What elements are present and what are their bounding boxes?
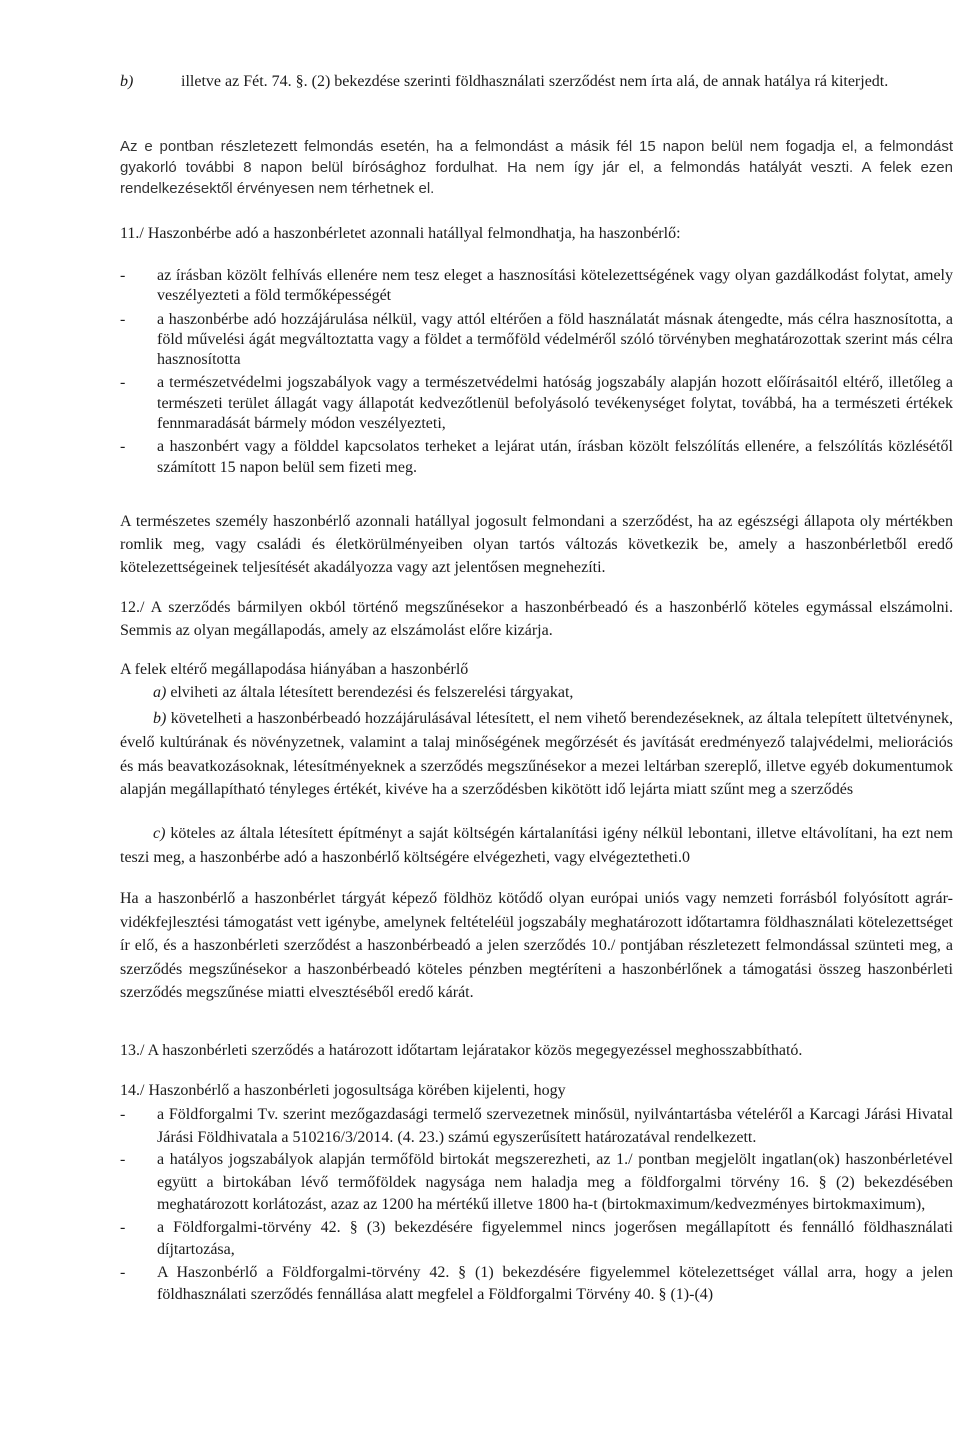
section-12-item-b <box>120 707 953 802</box>
list-item-text: a Földforgalmi-törvény 42. § (3) bekezdésére figyelemmel nincs jogerősen megállapított és fennálló földhasználati díjtartozása, <box>157 1218 953 1258</box>
list-dash: - <box>120 310 126 328</box>
unios-tamogatas-paragraph: Ha a haszonbérlő a haszonbérlet tárgyát képező földhöz kötődő olyan európai uniós vagy nemzeti forrásból folyósított agrár-vidékfejlesztési támogatást vett igénybe, amelynek feltételéül jogszabály meghatározott időtartamra földhasználati kötelezettséget ír elő, és a haszonbérleti szerződést a haszonbérbeadó a jelen szerződés 10./ pontjában részletezett felmondással szünteti meg, a szerződés megszűnésekor a haszonbérbeadó köteles pénzben megtéríteni a haszonbérlőnek a támogatási összeg haszonbérleti szerződés megszűnése miatti elvesztéséből eredő kárát. <box>120 890 953 1001</box>
list-dash: - <box>120 1218 126 1236</box>
list-item <box>120 1149 953 1217</box>
list-dash: - <box>120 267 126 284</box>
section-12-text: 12./ A szerződés bármilyen okból történő megszűnésekor a haszonbérbeadó és a haszonbérlő köteles egymással elszámolni. Semmis az olyan megállapodás, amely az elszámolást előre kizárja. <box>120 599 953 639</box>
item-b-label: b) <box>120 73 134 90</box>
section-12-intro: A felek eltérő megállapodása hiányában a haszonbérlő <box>120 661 469 678</box>
section-12-item-c <box>120 822 953 869</box>
section-12-item-a <box>120 683 953 704</box>
felmondas-paragraph: Az e pontban részletezett felmondás esetén, ha a felmondást a másik fél 15 napon belül nem fogadja el, a felmondást gyakorló további 8 napon belül bírósághoz fordulhat. Ha nem így jár el, a felmondás hatályát veszti. A felek ezen rendelkezésektől érvényesen nem térhetnek el. <box>120 138 953 197</box>
list-dash: - <box>120 1106 126 1123</box>
list-dash: - <box>120 1151 126 1168</box>
item-b-sub-text: követelheti a haszonbérbeadó hozzájárulásával létesített, el nem vihető berendezéseknek, az általa telepített ültetvénynek, évelő kultúrának és növényzetnek, valamint a talaj minőségének megőrzését és javítását eredményező talajvédelmi, meliorációs és más beavatkozásoknak, létesítményeknek a szerződés megszűnésekor a mezei leltárban szereplő, illetve egyéb dokumentumok alapján megállapítható tényleges értékét, kivéve ha a szerződésben kikötött idő lejárta miatt szűnt meg a szerződés <box>120 710 953 799</box>
section-14-list <box>120 1104 953 1307</box>
list-item-text: a hatályos jogszabályok alapján termőföld birtokát megszerezheti, az 1./ pontban megjelölt ingatlan(ok) haszonbérletével együtt a birtokában lévő termőföldek nagysága nem haladja meg a földforgalmi törvény 16. § (2) bekezdésében meghatározott korlátozást, azaz az 1200 ha mértékű illetve 1800 ha-t (birtokmaximum/kedvezményes birtokmaximum), <box>157 1151 953 1213</box>
section-13-text: 13./ A haszonbérleti szerződés a határozott időtartam lejáratakor közös megegyezéssel meghosszabbítható. <box>120 1042 803 1059</box>
list-item <box>120 1262 953 1307</box>
list-item-text: a haszonbérbe adó hozzájárulása nélkül, vagy attól eltérően a föld használatát másnak átengedte, más célra hasznosította, a föld művelési ágát megváltoztatta vagy a földet a termőföld védelméről szóló törvényben meghatározottak szerint más célra hasznosította <box>157 310 953 369</box>
list-dash: - <box>120 374 126 392</box>
item-a-label: a) <box>153 684 167 701</box>
section-11-title: 11./ Haszonbérbe adó a haszonbérletet azonnali hatállyal felmondhatja, ha haszonbérlő: <box>120 225 681 242</box>
item-c-text: köteles az általa létesített építményt a saját költségén kártalanítási igény nélkül lebontani, illetve eltávolítani, ha ezt nem teszi meg, a haszonbérbe adó a haszonbérlő költségére elvégezheti, vagy elvégeztetheti.0 <box>120 825 954 866</box>
termeszetes-szemely-paragraph: A természetes személy haszonbérlő azonnali hatállyal jogosult felmondani a szerződést, ha az egészségi állapota oly mértékben romlik meg, vagy családi és életkörülményeiben olyan tartós változás következik be, amely a haszonbérletből eredő kötelezettségeinek teljesítését akadályozza vagy azt jelentősen megnehezíti. <box>120 513 953 576</box>
list-item-text: A Haszonbérlő a Földforgalmi-törvény 42. § (1) bekezdésére figyelemmel kötelezettséget vállal arra, hogy a jelen földhasználati szerződés fennállása alatt megfelel a Földforgalmi Törvény 40. § (1)-(4) <box>157 1263 953 1303</box>
list-item-text: a Földforgalmi Tv. szerint mezőgazdasági termelő szervezetnek minősül, nyilvántartásba vételéről a Karcagi Járási Hivatal Járási Földhivatala a 510216/3/2014. (4. 23.) számú egyszerűsített határozatával rendelkezett. <box>157 1106 953 1146</box>
list-item <box>120 1217 953 1262</box>
item-b-sub-label: b) <box>153 710 167 727</box>
list-item <box>120 1104 953 1149</box>
item-b-text: illetve az Fét. 74. §. (2) bekezdése szerinti földhasználati szerződést nem írta alá, de annak hatálya rá kiterjedt. <box>181 73 889 90</box>
list-item <box>120 266 953 307</box>
list-item <box>120 437 953 478</box>
item-a-text: elviheti az általa létesített berendezési és felszerelési tárgyakat, <box>170 684 574 701</box>
list-item-text: a haszonbért vagy a földdel kapcsolatos terheket a lejárat után, írásban közölt felszólítás ellenére, a felszólítás közlésétől számított 15 napon belül sem fizeti meg. <box>157 438 953 476</box>
list-item <box>120 373 953 434</box>
section-11-list <box>120 266 953 478</box>
item-c-label: c) <box>153 825 166 842</box>
list-item-text: a természetvédelmi jogszabályok vagy a természetvédelmi hatóság jogszabály alapján hozott előírásaitól eltérő, illetőleg a természeti terület állagát vagy állapotát kedvezőtlenül befolyásoló tevékenységet folytat, továbbá, ha a természeti értékek fennmaradását bármely módon veszélyezteti, <box>157 374 953 433</box>
list-item <box>120 310 953 371</box>
list-item-text: az írásban közölt felhívás ellenére nem tesz eleget a hasznosítási kötelezettségének vagy olyan gazdálkodást folytat, amely veszélyezteti a föld termőképességét <box>157 267 953 305</box>
list-dash: - <box>120 438 126 456</box>
section-14-title: 14./ Haszonbérlő a haszonbérleti jogosultsága körében kijelenti, hogy <box>120 1082 566 1099</box>
list-dash: - <box>120 1263 126 1281</box>
